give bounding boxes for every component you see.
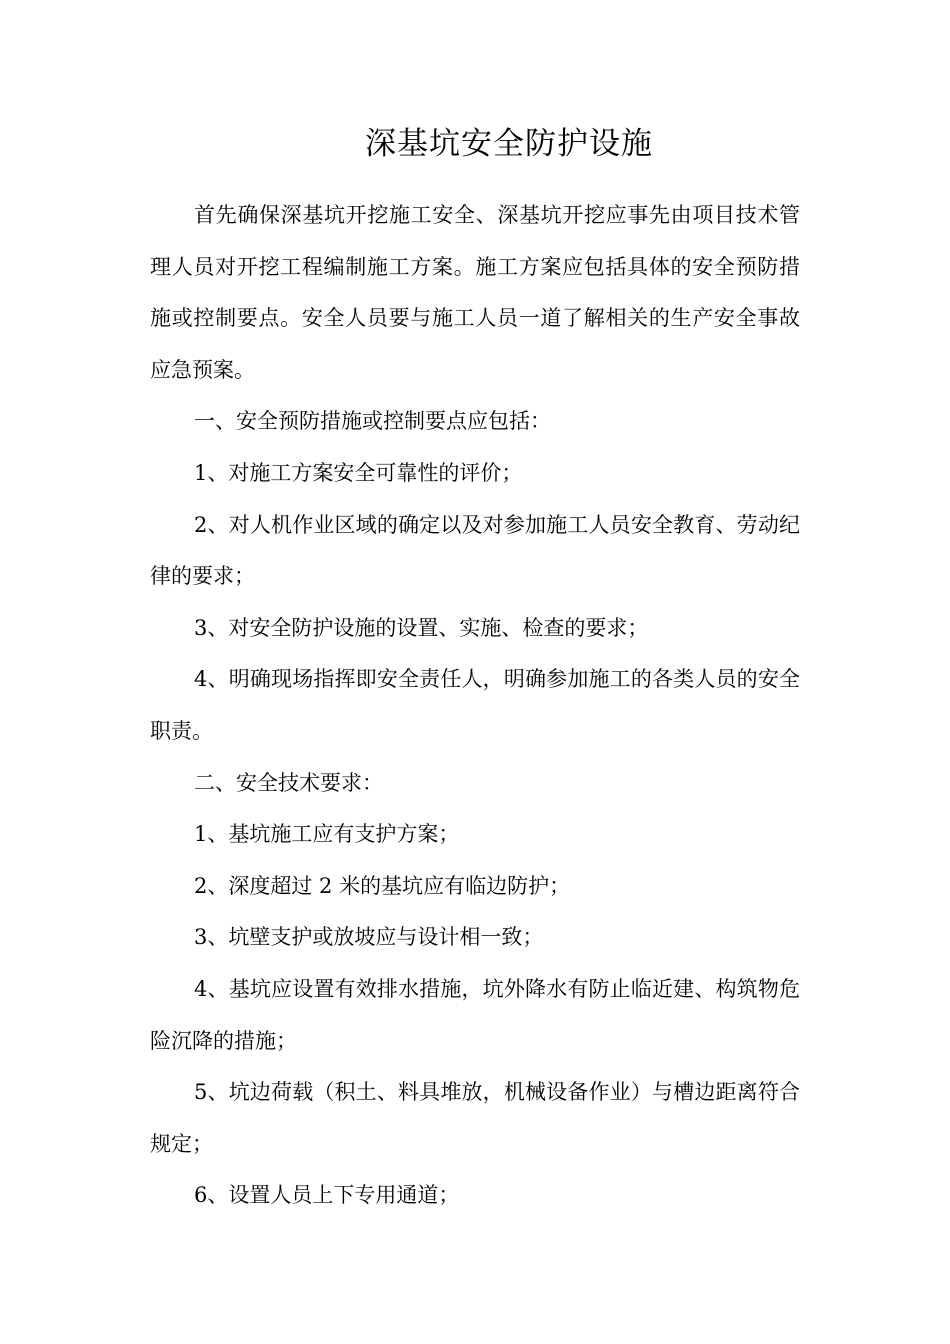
list-item: 3、坑壁支护或放坡应与设计相一致； xyxy=(194,925,544,950)
list-item: 3、对安全防护设施的设置、实施、检查的要求； xyxy=(194,615,649,640)
list-item: 2、对人机作业区域的确定以及对参加施工人员安全教育、劳动纪律的要求； xyxy=(150,512,800,589)
list-item: 5、坑边荷载（积土、料具堆放，机械设备作业）与槽边距离符合规定； xyxy=(150,1080,800,1156)
paragraph-intro: 首先确保深基坑开挖施工安全、深基坑开挖应事先由项目技术管理人员对开挖工程编制施工方案。施工方案应包括具体的安全预防措施或控制要点。安全人员要与施工人员一道了解相关的生产安全事故应急预案。 xyxy=(150,203,800,382)
list-item: 4、基坑应设置有效排水措施，坑外降水有防止临近建、构筑物危险沉降的措施； xyxy=(150,976,800,1053)
section-heading-1: 一、安全预防措施或控制要点应包括： xyxy=(194,409,551,434)
list-item: 6、设置人员上下专用通道； xyxy=(194,1183,460,1208)
document-body xyxy=(150,190,800,1222)
list-item: 2、深度超过 2 米的基坑应有临边防护； xyxy=(194,873,571,898)
section-heading-2: 二、安全技术要求： xyxy=(194,770,383,795)
list-item: 4、明确现场指挥即安全责任人，明确参加施工的各类人员的安全职责。 xyxy=(150,667,800,743)
document-title: 深基坑安全防护设施 xyxy=(365,126,653,162)
list-item: 1、基坑施工应有支护方案； xyxy=(194,822,460,847)
list-item: 1、对施工方案安全可靠性的评价； xyxy=(194,460,523,485)
